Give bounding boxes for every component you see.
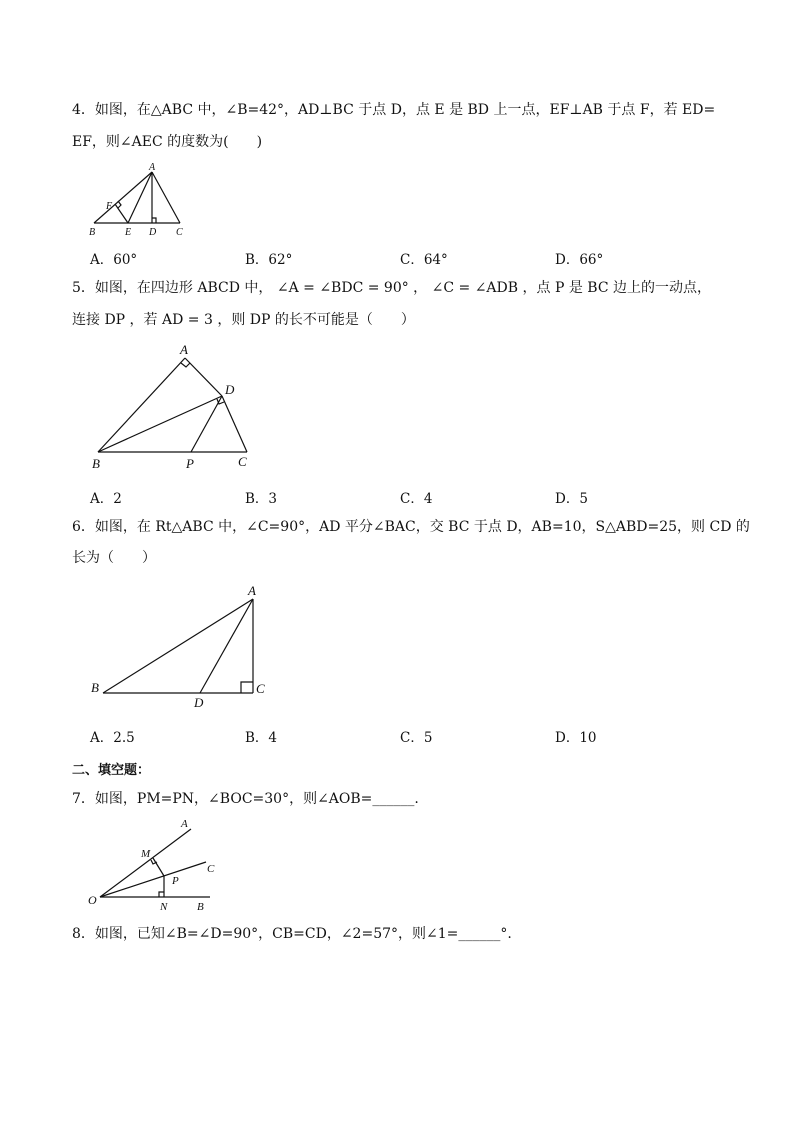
q4-label-E: E — [125, 227, 132, 238]
q5-label-C: C — [238, 454, 247, 469]
q6-option-b: B．4 — [245, 730, 278, 746]
q4-option-d: D．66° — [555, 252, 604, 268]
q4-label-F: F — [106, 201, 113, 212]
q6-text-line1: 6．如图，在 Rt△ABC 中，∠C=90°，AD 平分∠BAC，交 BC 于点 D，AB=10，S△ABD=25，则 CD 的 — [72, 519, 750, 535]
q5-option-c: C．4 — [400, 491, 433, 507]
q7-text: 7．如图，PM=PN，∠BOC=30°，则∠AOB=______. — [72, 791, 419, 807]
q5-seg-BD — [98, 396, 222, 452]
q7-label-C: C — [207, 863, 215, 875]
section-title-fill-in: 二、填空题： — [72, 763, 151, 778]
q8-text: 8．如图，已知∠B=∠D=90°，CB=CD，∠2=57°，则∠1=______°. — [72, 926, 512, 942]
q6-label-D: D — [194, 695, 204, 710]
q5-option-a: A．2 — [90, 491, 122, 507]
q7-ray-OC — [100, 862, 206, 897]
q6-label-B: B — [91, 680, 99, 695]
q6-label-A: A — [248, 583, 256, 598]
q4-figure — [86, 160, 196, 240]
q5-option-d: D．5 — [555, 491, 588, 507]
q4-option-a: A．60° — [90, 252, 138, 268]
q5-option-b: B．3 — [245, 491, 278, 507]
q6-seg-AB — [103, 599, 253, 693]
q7-label-P: P — [172, 875, 179, 887]
q6-text-line2: 长为（ ） — [72, 550, 156, 566]
q5-seg-DP — [191, 396, 222, 452]
q4-option-c: C．64° — [400, 252, 448, 268]
q4-label-B: B — [89, 227, 96, 238]
q5-right-angle-A — [181, 363, 190, 367]
q4-right-angle-F — [118, 201, 121, 208]
q6-right-angle-C — [241, 682, 253, 693]
q4-right-angle-D — [152, 218, 156, 223]
q6-label-C: C — [256, 681, 265, 696]
q5-seg-DC — [222, 396, 247, 452]
q5-label-A: A — [180, 342, 188, 357]
q6-option-d: D．10 — [555, 730, 597, 746]
q4-seg-EF — [115, 204, 128, 223]
q5-text-line1: 5．如图，在四边形 ABCD 中， ∠A = ∠BDC = 90° ， ∠C = ∠ADB ，点 P 是 BC 边上的一动点， — [72, 280, 711, 296]
q5-figure — [88, 340, 263, 475]
q6-option-a: A．2.5 — [90, 730, 135, 746]
q7-seg-PM — [153, 858, 164, 876]
q7-right-angle-N — [159, 892, 164, 897]
q5-seg-AB — [98, 358, 185, 452]
q7-label-B: B — [197, 901, 204, 913]
q4-text-line2: EF，则∠AEC 的度数为( ) — [72, 134, 263, 150]
q5-label-D: D — [225, 382, 235, 397]
q4-seg-AE — [128, 172, 152, 223]
q6-figure — [88, 580, 278, 710]
q5-seg-AD — [185, 358, 222, 396]
q5-label-B: B — [92, 456, 100, 471]
q7-label-O: O — [88, 893, 97, 907]
q4-label-C: C — [176, 227, 183, 238]
q6-seg-AD — [200, 599, 253, 693]
q4-option-b: B．62° — [245, 252, 293, 268]
q6-option-c: C．5 — [400, 730, 433, 746]
q7-figure — [86, 812, 226, 912]
q7-label-A: A — [181, 818, 188, 830]
q5-label-P: P — [186, 456, 194, 471]
q4-text-line1: 4．如图，在△ABC 中，∠B=42°，AD⊥BC 于点 D，点 E 是 BD 上一点，EF⊥AB 于点 F，若 ED= — [72, 102, 716, 118]
q7-label-M: M — [141, 848, 151, 860]
q4-label-D: D — [149, 227, 157, 238]
q4-label-A: A — [149, 162, 156, 173]
q7-label-N: N — [160, 901, 168, 913]
q4-seg-AC — [152, 172, 180, 223]
q5-text-line2: 连接 DP ，若 AD = 3 ，则 DP 的长不可能是（ ） — [72, 312, 415, 328]
